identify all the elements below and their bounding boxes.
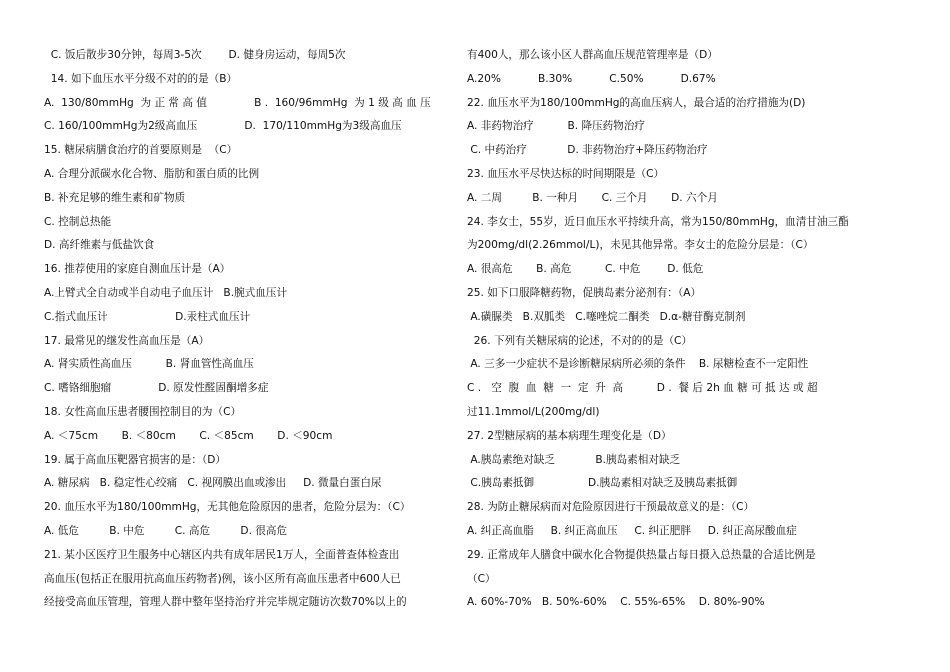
text-line: 经接受高血压管理，管理人群中整年坚持治疗并完毕规定随访次数70%以上的 <box>44 596 407 609</box>
text-line: 高血压(包括正在服用抗高血压药物者)例，该小区所有高血压患者中600人已 <box>44 572 401 585</box>
text-line: D. 高纤维素与低盐饮食 <box>44 239 155 252</box>
text-line: A.胰岛素绝对缺乏 B.胰岛素相对缺乏 <box>467 453 681 466</box>
text-line: 为200mg/dl(2.26mmol/L)，未见其他异常。李女士的危险分层是：（C） <box>467 239 814 252</box>
text-line: （C） <box>467 572 496 585</box>
text-line: A. 130/80mmHg 为 正 常 高 值 B . 160/96mmHg 为 1 级 高 血 压 <box>44 96 431 109</box>
text-line: 20. 血压水平为180/100mmHg，无其他危险原因的患者，危险分层为：（C） <box>44 501 411 514</box>
text-line: 24. 李女士，55岁，近日血压水平持续升高，常为150/80mmHg，血清甘油三酯 <box>467 215 849 228</box>
text-line: C. 160/100mmHg为2级高血压 D. 170/110mmHg为3级高血压 <box>44 120 402 133</box>
text-line: 28. 为防止糖尿病而对危险原因进行干预最故意义的是：（C） <box>467 501 755 514</box>
text-line: A. 低危 B. 中危 C. 高危 D. 很高危 <box>44 524 288 537</box>
text-line: A. 肾实质性高血压 B. 肾血管性高血压 <box>44 358 254 371</box>
text-line: C.指式血压计 D.汞柱式血压计 <box>44 310 251 323</box>
text-line: C.胰岛素抵御 D.胰岛素相对缺乏及胰岛素抵御 <box>467 477 738 490</box>
text-line: C . 空 腹 血 糖 一 定 升 高 D . 餐 后 2h 血 糖 可 抵 达 或 超 <box>467 382 818 395</box>
text-line: A. 非药物治疗 B. 降压药物治疗 <box>467 120 646 133</box>
text-line: A. 60%-70% B. 50%-60% C. 55%-65% D. 80%-90% <box>467 596 765 609</box>
text-line: 27. 2型糖尿病的基本病理生理变化是（D） <box>467 429 672 442</box>
text-line: 22. 血压水平为180/100mmHg的高血压病人，最合适的治疗措施为(D) <box>467 96 806 109</box>
text-line: A.上臂式全自动或半自动电子血压计 B.腕式血压计 <box>44 286 288 299</box>
text-line: 有400人，那么该小区人群高血压规范管理率是（D） <box>467 49 718 61</box>
text-line: A. 糖尿病 B. 稳定性心绞痛 C. 视网膜出血或渗出 D. 微量白蛋白尿 <box>44 477 382 490</box>
text-line: 过11.1mmol/L(200mg/dl) <box>467 405 600 418</box>
text-line: 19. 属于高血压靶器官损害的是：（D） <box>44 453 226 466</box>
text-line: A. 合理分派碳水化合物、脂肪和蛋白质的比例 <box>44 167 260 180</box>
text-line: A.磺脲类 B.双胍类 C.噻唑烷二酮类 D.α-糖苷酶克制剂 <box>467 310 746 323</box>
text-line: A. 很高危 B. 高危 C. 中危 D. 低危 <box>467 263 704 276</box>
text-line: 16. 推荐使用的家庭自测血压计是（A） <box>44 263 231 276</box>
text-line: A. 三多一少症状不是诊断糖尿病所必须的条件 B. 尿糖检查不一定阳性 <box>467 358 809 371</box>
text-line: C. 饭后散步30分钟，每周3-5次 D. 健身房运动，每周5次 <box>44 49 346 61</box>
text-line: 26. 下列有关糖尿病的论述，不对的的是（C） <box>467 334 693 347</box>
text-line: 17. 最常见的继发性高血压是（A） <box>44 334 210 347</box>
text-line: A. 二周 B. 一种月 C. 三个月 D. 六个月 <box>467 191 718 204</box>
text-line: 29. 正常成年人膳食中碳水化合物提供热量占每日摄入总热量的合适比例是 <box>467 548 816 561</box>
text-line: 23. 血压水平尽快达标的时间期限是（C） <box>467 167 665 180</box>
text-line: 15. 糖尿病膳食治疗的首要原则是 （C） <box>44 144 238 157</box>
text-line: C. 嗜铬细胞瘤 D. 原发性醛固酮增多症 <box>44 382 269 395</box>
text-line: 18. 女性高血压患者腰围控制目的为（C） <box>44 405 242 418</box>
text-line: B. 补充足够的维生素和矿物质 <box>44 191 186 204</box>
text-line: A.20% B.30% C.50% D.67% <box>467 72 716 85</box>
text-line: A. 纠正高血脂 B. 纠正高血压 C. 纠正肥胖 D. 纠正高尿酸血症 <box>467 524 797 537</box>
text-line: C. 控制总热能 <box>44 215 112 228</box>
text-line: 14. 如下血压水平分级不对的的是（B） <box>44 72 238 85</box>
text-line: C. 中药治疗 D. 非药物治疗+降压药物治疗 <box>467 144 708 157</box>
text-line: 25. 如下口服降糖药物，促胰岛素分泌剂有：（A） <box>467 286 702 299</box>
left-column <box>44 44 437 615</box>
right-column <box>467 44 860 615</box>
text-line: A. ＜75cm B. ＜80cm C. ＜85cm D. ＜90cm <box>44 429 333 442</box>
text-line: 21. 某小区医疗卫生服务中心辖区内共有成年居民1万人，全面普查体检查出 <box>44 548 400 561</box>
